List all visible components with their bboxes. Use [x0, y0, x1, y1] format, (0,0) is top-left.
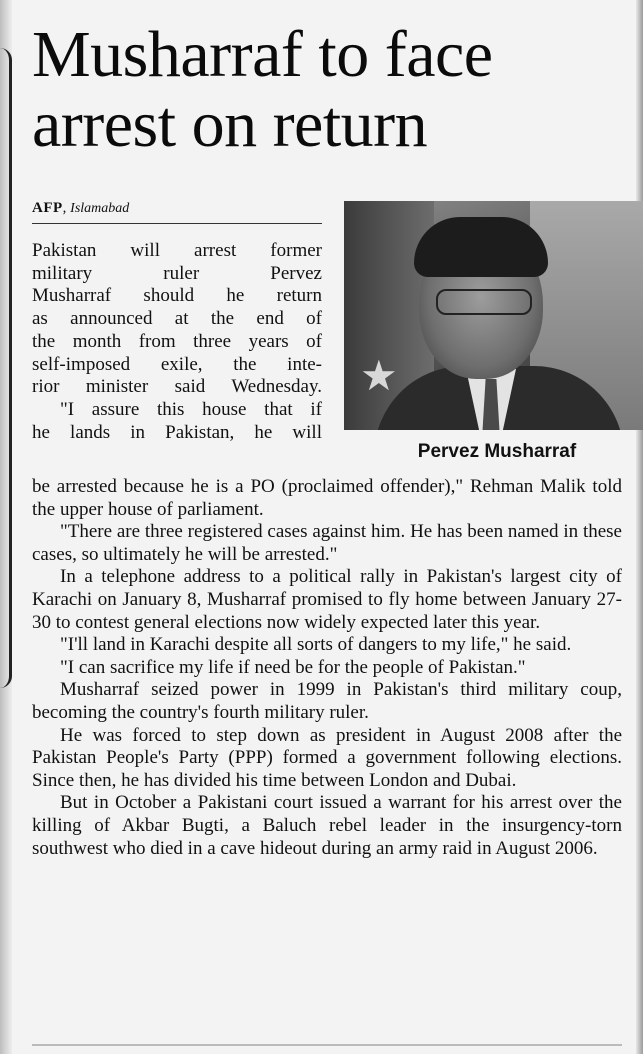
intro-line: Pakistan will arrest former [32, 240, 322, 261]
body-paragraph: "I can sacrifice my life if need be for the people of Pakistan." [60, 656, 526, 678]
byline: AFP, Islamabad [32, 200, 322, 224]
intro-line: "I assure this house that if [60, 398, 322, 420]
body-paragraph: be arrested because he is a PO (proclaimed offender)," Rehman Malik told the upper house of parliament. [32, 476, 622, 520]
page-edge-curve [0, 48, 12, 688]
page-fold-shadow [0, 0, 12, 1054]
bottom-rule [32, 1044, 622, 1046]
body-paragraph: Musharraf seized power in 1999 in Pakistan's third military coup, becoming the country's fourth military ruler. [32, 679, 622, 723]
headline-line-2: arrest on return [32, 88, 428, 161]
intro-line: military ruler Pervez [32, 262, 322, 284]
body-paragraph: In a telephone address to a political rally in Pakistan's largest city of Karachi on January 8, Musharraf promised to fly home between January 27-30 to contest general elections now widely expected later this year. [32, 566, 622, 633]
byline-agency: AFP [32, 200, 63, 216]
byline-place: Islamabad [70, 201, 130, 216]
body-paragraph: "I'll land in Karachi despite all sorts of dangers to my life," he said. [60, 634, 572, 656]
body-paragraph: "There are three registered cases against him. He has been named in these cases, so ultimately he will be arrested." [32, 521, 622, 565]
intro-line: he lands in Pakistan, he will [32, 421, 322, 443]
intro-line: as announced at the end of [32, 308, 322, 330]
intro-line: the month from three years of [32, 330, 322, 352]
headline-line-1: Musharraf to face [32, 18, 493, 91]
body-paragraph: He was forced to step down as president in August 2008 after the Pakistan People's Party (PPP) formed a government following elections. Since then, he has divided his time between London and Dubai. [32, 724, 622, 791]
intro-line: self-imposed exile, the inte- [32, 353, 322, 375]
intro-line: rior minister said Wednesday. [32, 376, 322, 398]
article-headline [32, 20, 632, 160]
photo-caption: Pervez Musharraf [417, 441, 577, 462]
star-icon: ★ [360, 354, 398, 400]
intro-line: Musharraf should he return [32, 285, 322, 307]
article-intro-column [32, 240, 322, 444]
body-paragraph: But in October a Pakistani court issued a warrant for his arrest over the killing of Akbar Bugti, a Baluch rebel leader in the insurgency-torn southwest who died in a cave hideout during an army raid in August 2006. [32, 792, 622, 859]
page-right-edge [636, 0, 643, 1054]
article-body [32, 476, 622, 860]
musharraf-photo [344, 201, 643, 430]
